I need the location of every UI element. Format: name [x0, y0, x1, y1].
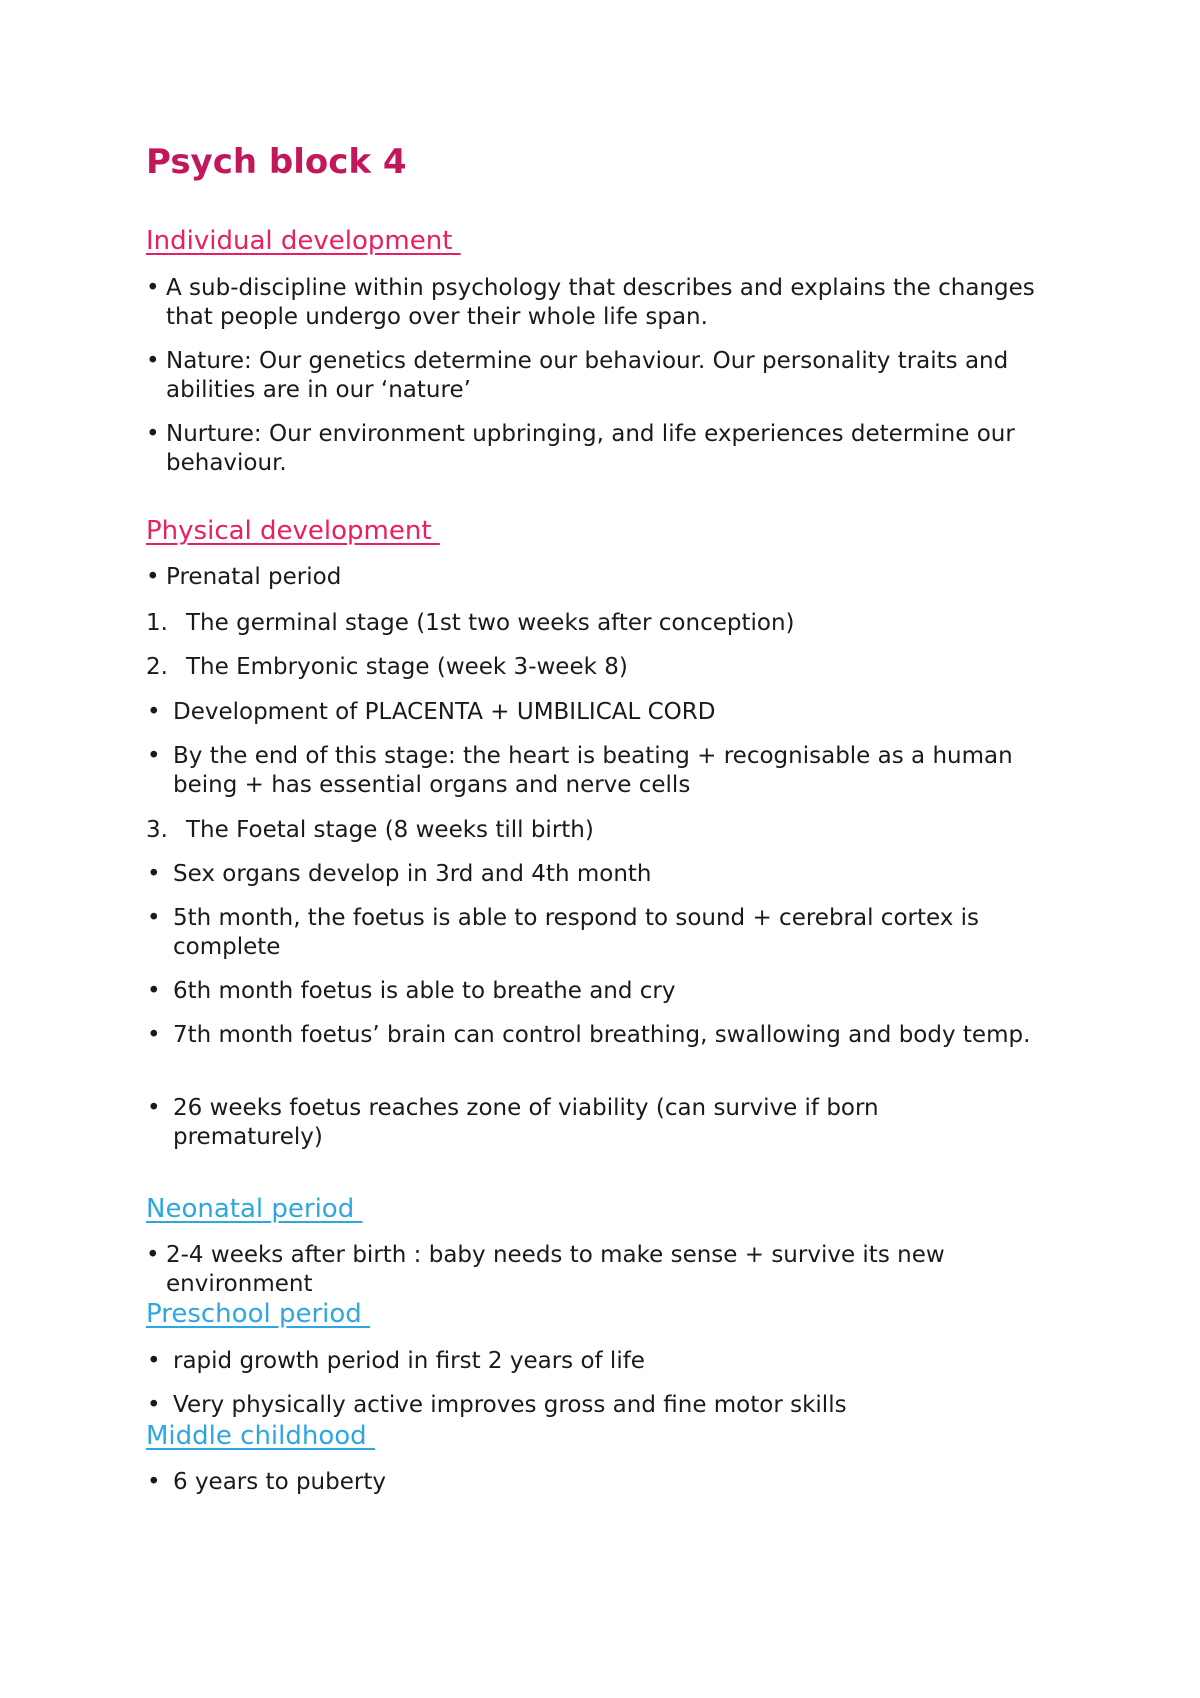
list-item: • 6 years to puberty — [147, 1469, 386, 1495]
heading-middle-childhood: Middle childhood — [146, 1421, 375, 1451]
list-item: • 5th month, the foetus is able to respond to sound + cerebral cortex is complete — [147, 905, 980, 960]
bullet-icon: • — [146, 421, 160, 447]
bullet-icon: • — [147, 1095, 161, 1121]
bullet-icon: • — [147, 1469, 161, 1495]
list-item: • rapid growth period in first 2 years of life — [147, 1348, 645, 1374]
list-item: • Development of PLACENTA + UMBILICAL CORD — [147, 699, 716, 725]
list-item: • Nature: Our genetics determine our behaviour. Our personality traits and abilities are in our ‘nature’ — [146, 348, 1009, 403]
document-title: Psych block 4 — [146, 142, 407, 182]
numbered-item: 3. The Foetal stage (8 weeks till birth) — [146, 817, 594, 843]
list-item: • Nurture: Our environment upbringing, and life experiences determine our behaviour. — [146, 421, 1015, 476]
list-item: • Prenatal period — [146, 564, 342, 590]
bullet-icon: • — [147, 1392, 161, 1418]
bullet-icon: • — [146, 275, 160, 301]
heading-neonatal-period: Neonatal period — [146, 1194, 363, 1224]
list-number: 3. — [146, 817, 168, 843]
bullet-icon: • — [146, 1242, 160, 1268]
list-item: • A sub-discipline within psychology that describes and explains the changes that people undergo over their whole life span. — [146, 275, 1035, 330]
bullet-icon: • — [146, 564, 160, 590]
heading-individual-development: Individual development — [146, 226, 461, 256]
numbered-item: 1. The germinal stage (1st two weeks after conception) — [146, 610, 795, 636]
bullet-icon: • — [147, 1348, 161, 1374]
bullet-icon: • — [147, 743, 161, 769]
bullet-icon: • — [147, 978, 161, 1004]
bullet-icon: • — [147, 699, 161, 725]
heading-preschool-period: Preschool period — [146, 1299, 371, 1329]
heading-physical-development: Physical development — [146, 516, 440, 546]
list-number: 2. — [146, 654, 168, 680]
list-item: • 26 weeks foetus reaches zone of viability (can survive if born prematurely) — [147, 1095, 879, 1150]
list-item: • 7th month foetus’ brain can control breathing, swallowing and body temp. — [147, 1022, 1031, 1048]
numbered-item: 2. The Embryonic stage (week 3-week 8) — [146, 654, 628, 680]
bullet-icon: • — [147, 905, 161, 931]
list-item: • Sex organs develop in 3rd and 4th month — [147, 861, 652, 887]
list-number: 1. — [146, 610, 168, 636]
list-item: • Very physically active improves gross and fine motor skills — [147, 1392, 847, 1418]
bullet-icon: • — [147, 861, 161, 887]
list-item: • 2-4 weeks after birth : baby needs to make sense + survive its new environment — [146, 1242, 945, 1297]
list-item: • By the end of this stage: the heart is beating + recognisable as a human being + has essential organs and nerve cells — [147, 743, 1013, 798]
bullet-icon: • — [146, 348, 160, 374]
bullet-icon: • — [147, 1022, 161, 1048]
list-item: • 6th month foetus is able to breathe and cry — [147, 978, 676, 1004]
